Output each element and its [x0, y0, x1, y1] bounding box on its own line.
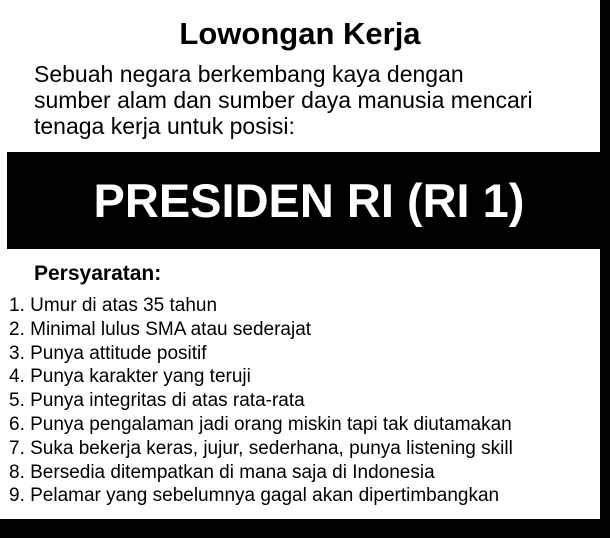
requirements-heading: Persyaratan:: [34, 262, 162, 285]
position-title: PRESIDEN RI (RI 1): [93, 173, 525, 227]
requirement-item: 1. Umur di atas 35 tahun: [9, 295, 218, 316]
requirement-item: 5. Punya integritas di atas rata-rata: [9, 390, 305, 412]
intro-line-1: Sebuah negara berkembang kaya dengan: [34, 61, 464, 87]
requirement-item: 4. Punya karakter yang teruji: [9, 366, 251, 388]
position-banner: [7, 152, 603, 249]
requirement-item: 3. Punya attitude positif: [9, 342, 207, 364]
requirement-item: 2. Minimal lulus SMA atau sederajat: [9, 318, 312, 340]
requirement-item: 8. Bersedia ditempatkan di mana saja di Indonesia: [9, 461, 435, 483]
page-title: Lowongan Kerja: [179, 16, 421, 51]
intro-text: [34, 61, 594, 139]
requirement-item: 7. Suka bekerja keras, jujur, sederhana, punya listening skill: [9, 437, 513, 459]
intro-line-2: sumber alam dan sumber daya manusia mencari: [34, 87, 533, 113]
requirements-list: [9, 294, 599, 508]
requirement-item: 6. Punya pengalaman jadi orang miskin tapi tak diutamakan: [9, 413, 512, 435]
intro-line-3: tenaga kerja untuk posisi:: [34, 113, 295, 139]
requirement-item: 9. Pelamar yang sebelumnya gagal akan dipertimbangkan: [9, 485, 500, 507]
